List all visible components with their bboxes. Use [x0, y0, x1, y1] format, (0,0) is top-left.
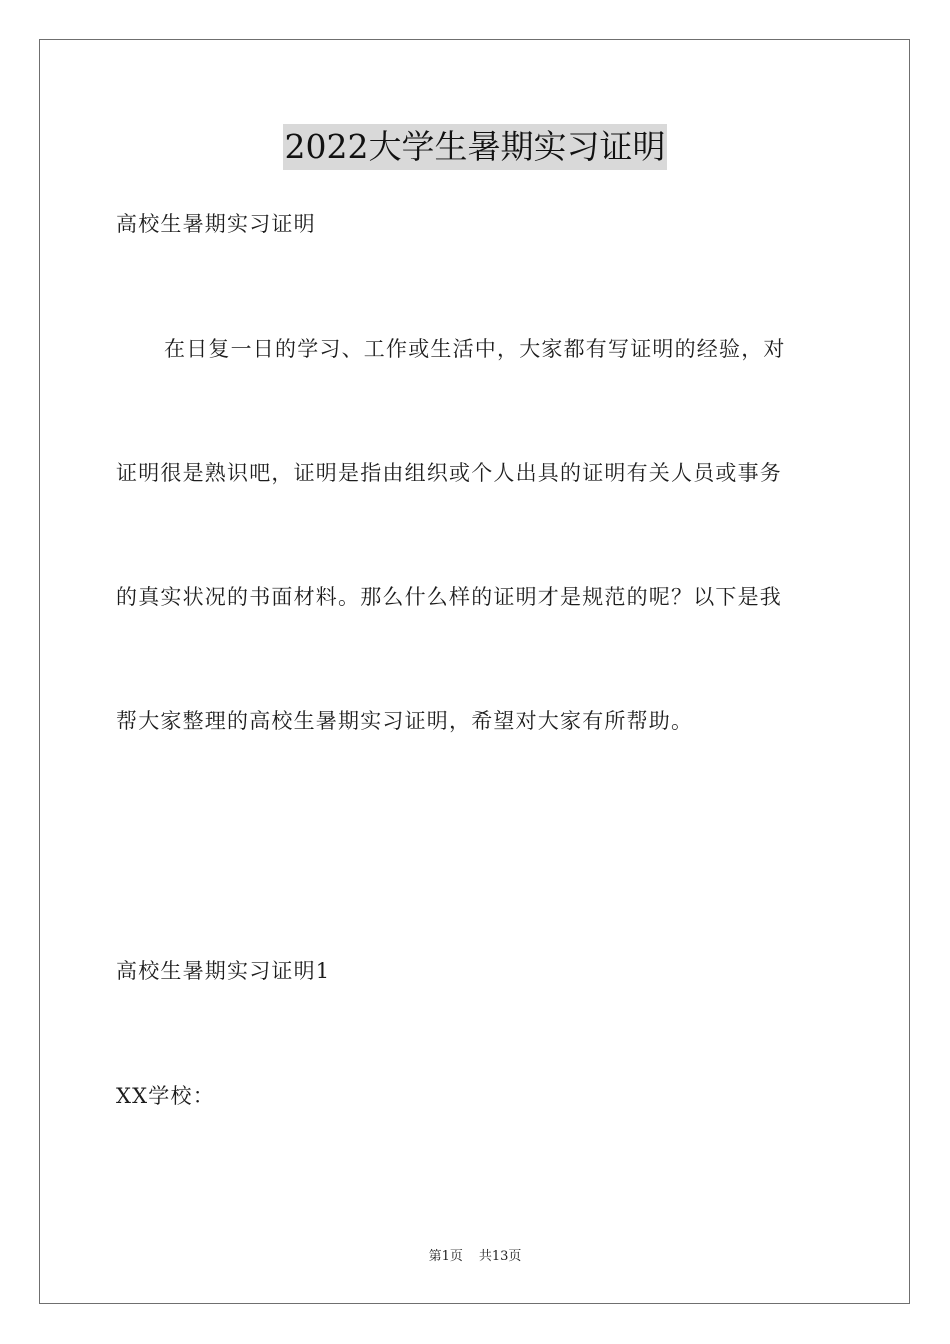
document-title: 2022大学生暑期实习证明 [283, 124, 668, 170]
paragraph-line-3: 的真实状况的书面材料。那么什么样的证明才是规范的呢？以下是我 [116, 585, 782, 609]
title-container [0, 124, 950, 170]
paragraph-line-2: 证明很是熟识吧，证明是指由组织或个人出具的证明有关人员或事务 [116, 461, 782, 485]
paragraph-line-4: 帮大家整理的高校生暑期实习证明，希望对大家有所帮助。 [116, 709, 694, 733]
salutation: XX学校： [116, 1084, 215, 1108]
page-footer [0, 1248, 950, 1266]
page-number: 第1页 [428, 1249, 463, 1264]
page-total: 共13页 [478, 1249, 522, 1264]
paragraph-line-1: 在日复一日的学习、工作或生活中，大家都有写证明的经验，对 [164, 337, 786, 361]
section-heading: 高校生暑期实习证明1 [116, 959, 331, 983]
document-subtitle: 高校生暑期实习证明 [116, 212, 316, 236]
